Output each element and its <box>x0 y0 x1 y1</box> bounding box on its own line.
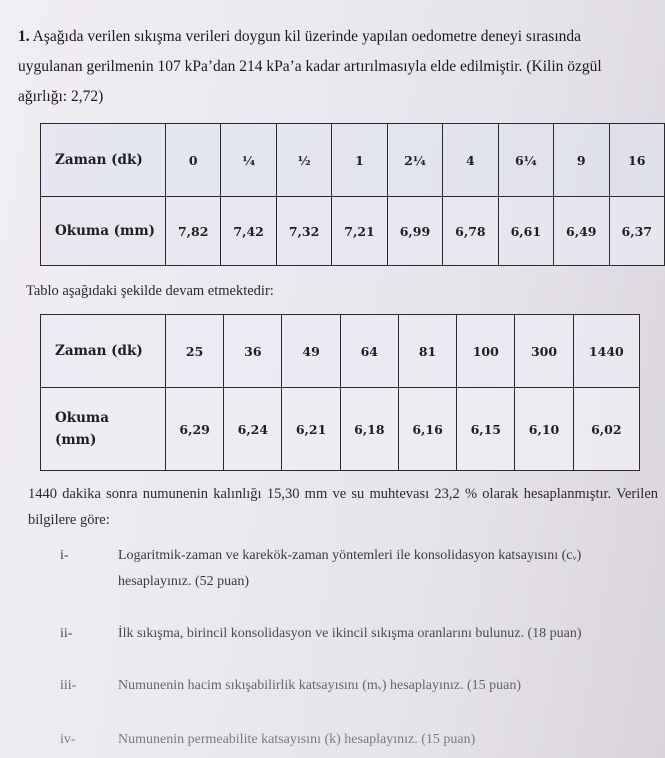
reading-cell: 6,29 <box>166 388 224 471</box>
time-cell: 49 <box>282 315 340 388</box>
reading-cell: 7,82 <box>166 197 221 266</box>
reading-cell: 7,21 <box>332 197 387 266</box>
question-line-1: 1. Aşağıda verilen sıkışma verileri doygun kil üzerinde yapılan oedometre deneyi sırasında <box>18 28 582 45</box>
time-header: Zaman (dk) <box>41 315 166 388</box>
reading-cell: 6,61 <box>498 197 553 266</box>
table-row-time <box>41 124 665 197</box>
table-row-time <box>41 315 640 388</box>
time-cell: 6¼ <box>498 124 553 197</box>
item-numeral: iii- <box>60 678 77 693</box>
reading-cell: 6,15 <box>457 388 515 471</box>
item-text: Numunenin hacim sıkışabilirlik katsayısını (mᵥ) hesaplayınız. (15 puan) <box>118 678 522 693</box>
time-cell: ¼ <box>221 124 276 197</box>
time-cell: 9 <box>554 124 609 197</box>
item-text: İlk sıkışma, birincil konsolidasyon ve ikincil sıkışma oranlarını bulunuz. (18 puan) <box>118 626 582 641</box>
table-row-reading <box>41 388 640 471</box>
table-2 <box>40 314 640 471</box>
time-cell: 0 <box>166 124 221 197</box>
time-cell: 36 <box>224 315 282 388</box>
table-1 <box>40 123 665 266</box>
question-text <box>18 22 658 112</box>
reading-header <box>41 388 166 471</box>
time-header: Zaman (dk) <box>41 124 166 197</box>
item-numeral: i- <box>60 548 69 563</box>
reading-cell: 7,42 <box>221 197 276 266</box>
reading-cell: 6,10 <box>515 388 573 471</box>
time-cell: 81 <box>398 315 456 388</box>
reading-header: Okuma (mm) <box>41 197 166 266</box>
question-line-2: uygulanan gerilmenin 107 kPa’dan 214 kPa’a kadar artırılmasıyla elde edilmiştir. (Kilin özgül <box>18 58 602 75</box>
time-cell: ½ <box>276 124 331 197</box>
time-cell: 4 <box>443 124 498 197</box>
table-row-reading <box>41 197 665 266</box>
item-numeral: iv- <box>60 732 76 747</box>
reading-cell: 6,16 <box>398 388 456 471</box>
time-cell: 25 <box>166 315 224 388</box>
reading-cell: 7,32 <box>276 197 331 266</box>
reading-cell: 6,37 <box>609 197 665 266</box>
reading-cell: 6,18 <box>340 388 398 471</box>
reading-header-line-1: Okuma <box>55 410 109 426</box>
question-number: 1. <box>18 28 30 45</box>
table-caption: Tablo aşağıdaki şekilde devam etmektedir: <box>26 283 274 299</box>
time-cell: 1440 <box>573 315 639 388</box>
time-cell: 300 <box>515 315 573 388</box>
item-numeral: ii- <box>60 626 73 641</box>
reading-header-line-2: (mm) <box>55 432 97 448</box>
time-cell: 100 <box>457 315 515 388</box>
reading-cell: 6,21 <box>282 388 340 471</box>
question-line-3: ağırlığı: 2,72) <box>18 88 104 105</box>
reading-cell: 6,24 <box>224 388 282 471</box>
time-cell: 1 <box>332 124 387 197</box>
time-cell: 16 <box>609 124 665 197</box>
reading-cell: 6,78 <box>443 197 498 266</box>
item-text: Numunenin permeabilite katsayısını (k) hesaplayınız. (15 puan) <box>118 732 476 747</box>
item-text: Logaritmik-zaman ve karekök-zaman yöntemleri ile konsolidasyon katsayısını (cᵥ) hesaplayınız. (52 puan) <box>118 548 582 589</box>
reading-cell: 6,02 <box>573 388 639 471</box>
time-cell: 64 <box>340 315 398 388</box>
reading-cell: 6,49 <box>554 197 609 266</box>
time-cell: 2¼ <box>387 124 442 197</box>
reading-cell: 6,99 <box>387 197 442 266</box>
info-paragraph: 1440 dakika sonra numunenin kalınlığı 15,30 mm ve su muhtevası 23,2 % olarak hesaplanmıştır. Verilen bilgilere göre: <box>28 486 658 528</box>
